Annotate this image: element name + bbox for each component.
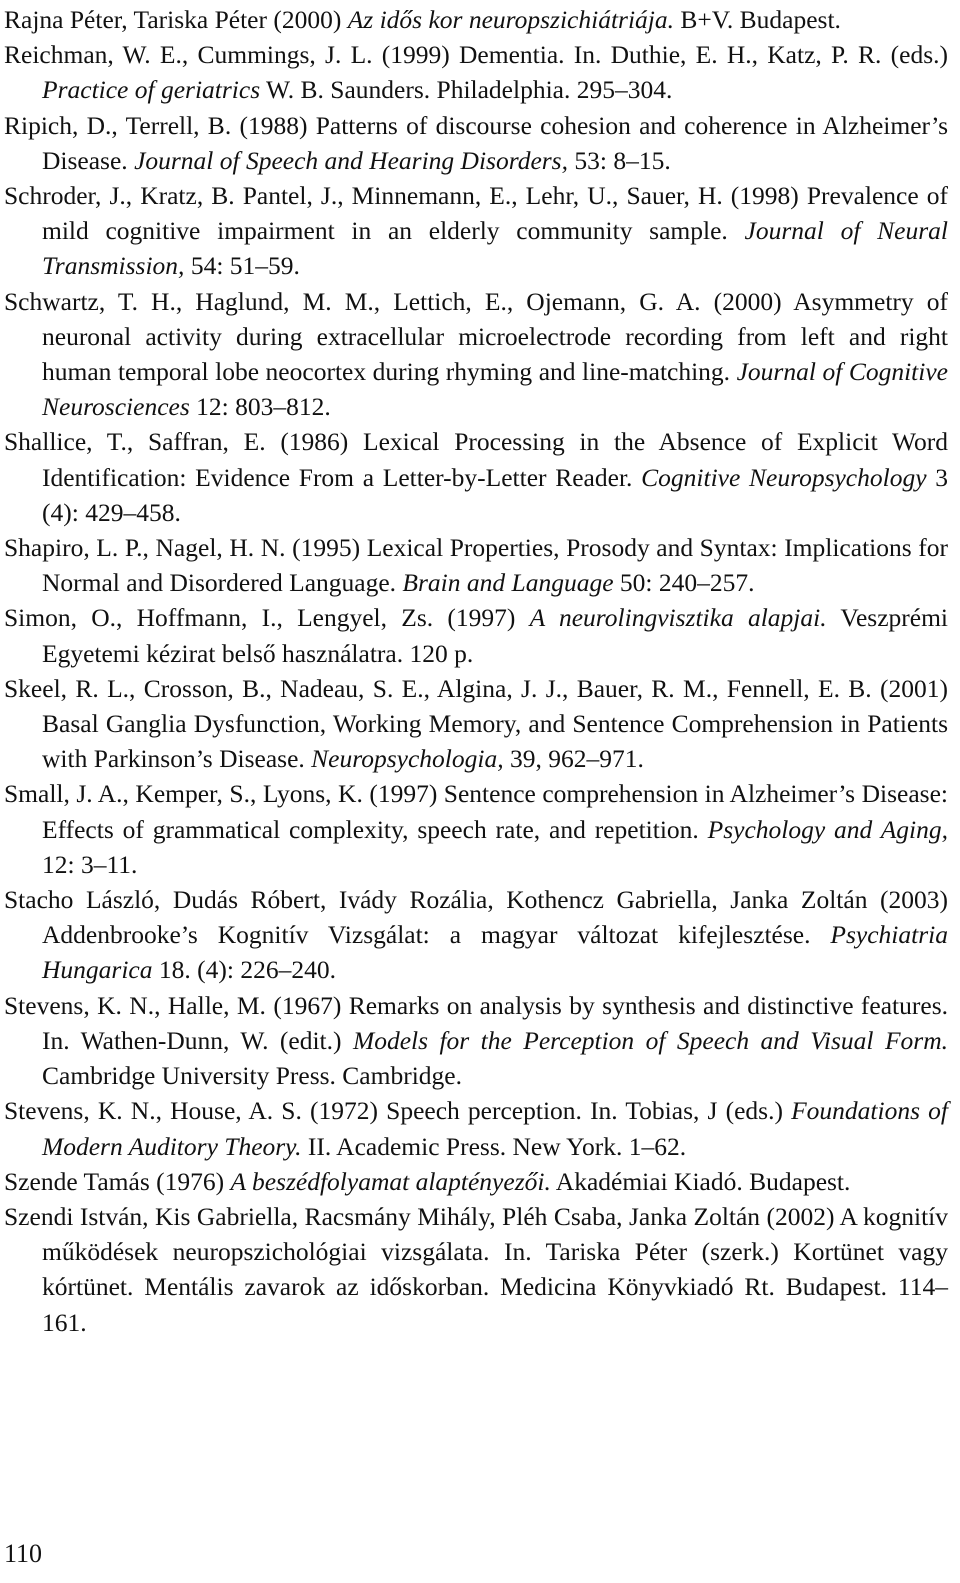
reference-entry bbox=[4, 530, 948, 600]
reference-source-title: Psychology and Aging, bbox=[707, 814, 948, 844]
reference-entry bbox=[4, 1199, 948, 1340]
reference-text: 54: 51–59. bbox=[184, 251, 300, 281]
reference-text: Shallice, T., Saffran, E. (1986) Lexical Processing in the Absence of Explicit Word Identification: Evidence From a Letter-by-Letter Reader. bbox=[4, 427, 948, 492]
reference-text: Schroder, J., Kratz, B. Pantel, J., Minnemann, E., Lehr, U., Sauer, H. (1998) Prevalence of mild cognitive impairment in an elderly community sample. bbox=[4, 181, 948, 246]
reference-text: Veszprémi Egyetemi kézirat belső használatra. 120 p. bbox=[42, 603, 948, 668]
reference-text: 39, 962–971. bbox=[503, 744, 644, 774]
reference-list bbox=[4, 2, 948, 1340]
reference-entry bbox=[4, 37, 948, 107]
reference-text: Cambridge University Press. Cambridge. bbox=[42, 1061, 462, 1091]
reference-text: Stevens, K. N., Halle, M. (1967) Remarks on analysis by synthesis and distinctive features. In. Wathen-Dunn, W. (edit.) bbox=[4, 990, 948, 1055]
reference-source-title: Brain and Language bbox=[402, 568, 614, 598]
reference-source-title: A neurolingvisztika alapjai. bbox=[529, 603, 827, 633]
page-number: 110 bbox=[4, 1539, 43, 1568]
reference-text: Akadémiai Kiadó. Budapest. bbox=[550, 1166, 851, 1196]
reference-source-title: Az idős kor neuropszichiátriája. bbox=[347, 5, 675, 34]
reference-text: Small, J. A., Kemper, S., Lyons, K. (1997) Sentence comprehension in Alzheimer’s Disease: Effects of grammatical complexity, speech rate, and repetition. bbox=[4, 779, 948, 844]
reference-source-title: A beszédfolyamat alaptényezői. bbox=[230, 1166, 551, 1196]
reference-source-title: Practice of geriatrics bbox=[42, 75, 261, 105]
reference-entry bbox=[4, 108, 948, 178]
reference-entry bbox=[4, 284, 948, 425]
reference-text: B+V. Budapest. bbox=[674, 5, 841, 34]
reference-text: W. B. Saunders. Philadelphia. 295–304. bbox=[260, 75, 673, 105]
reference-text: 12: 803–812. bbox=[189, 392, 331, 422]
reference-text: 3 (4): 429–458. bbox=[42, 462, 949, 527]
reference-entry bbox=[4, 600, 948, 670]
reference-text: Stevens, K. N., House, A. S. (1972) Speech perception. In. Tobias, J (eds.) bbox=[4, 1096, 792, 1126]
reference-source-title: Foundations of Modern Auditory Theory. bbox=[42, 1096, 948, 1161]
reference-text: 18. (4): 226–240. bbox=[152, 955, 336, 985]
reference-entry bbox=[4, 776, 948, 882]
reference-text: Stacho László, Dudás Róbert, Ivády Rozália, Kothencz Gabriella, Janka Zoltán (2003) Addenbrooke’s Kognitív Vizsgálat: a magyar változat kifejlesztése. bbox=[4, 885, 948, 950]
reference-entry bbox=[4, 882, 948, 988]
reference-entry bbox=[4, 1093, 948, 1163]
reference-entry bbox=[4, 178, 948, 284]
reference-text: Shapiro, L. P., Nagel, H. N. (1995) Lexical Properties, Prosody and Syntax: Implications for Normal and Disordered Language. bbox=[4, 533, 948, 598]
reference-text: II. Academic Press. New York. 1–62. bbox=[301, 1131, 687, 1161]
reference-entry bbox=[4, 988, 948, 1094]
reference-text: Szende Tamás (1976) bbox=[4, 1166, 231, 1196]
reference-source-title: Neuropsychologia, bbox=[311, 744, 504, 774]
reference-source-title: Cognitive Neuropsychology bbox=[641, 462, 927, 492]
reference-text: 53: 8–15. bbox=[568, 145, 671, 175]
reference-entry bbox=[4, 2, 948, 37]
reference-source-title: Journal of Speech and Hearing Disorders, bbox=[134, 145, 568, 175]
reference-text: 50: 240–257. bbox=[613, 568, 755, 598]
reference-entry bbox=[4, 671, 948, 777]
reference-entry bbox=[4, 424, 948, 530]
reference-text: Ripich, D., Terrell, B. (1988) Patterns of discourse cohesion and coherence in Alzheimer’s Disease. bbox=[4, 110, 948, 175]
reference-entry bbox=[4, 1164, 948, 1199]
reference-text: Simon, O., Hoffmann, I., Lengyel, Zs. (1997) bbox=[4, 603, 530, 633]
reference-text: 12: 3–11. bbox=[42, 849, 138, 879]
reference-source-title: Journal of Neural Transmission, bbox=[42, 216, 948, 281]
reference-source-title: Journal of Cognitive Neurosciences bbox=[42, 357, 948, 422]
reference-text: Reichman, W. E., Cummings, J. L. (1999) Dementia. In. Duthie, E. H., Katz, P. R. (eds.) bbox=[4, 40, 948, 70]
reference-text: Szendi István, Kis Gabriella, Racsmány Mihály, Pléh Csaba, Janka Zoltán (2002) A kognitív működések neuropszichológiai vizsgálata. In. Tariska Péter (szerk.) Kortünet vagy kórtünet. Mentális zavarok az időskorban. Medicina Könyvkiadó Rt. Budapest. 114–161. bbox=[4, 1201, 948, 1337]
reference-text: Skeel, R. L., Crosson, B., Nadeau, S. E., Algina, J. J., Bauer, R. M., Fennell, E. B. (2001) Basal Ganglia Dysfunction, Working Memory, and Sentence Comprehension in Patients with Parkinson’s Disease. bbox=[4, 673, 948, 774]
reference-source-title: Models for the Perception of Speech and Visual Form. bbox=[352, 1025, 948, 1055]
reference-text: Schwartz, T. H., Haglund, M. M., Lettich, E., Ojemann, G. A. (2000) Asymmetry of neuronal activity during extracellular microelectrode recording from left and right human temporal lobe neocortex during rhyming and line-matching. bbox=[4, 286, 948, 387]
reference-source-title: Psychiatria Hungarica bbox=[42, 920, 948, 985]
reference-text: Rajna Péter, Tariska Péter (2000) bbox=[4, 5, 348, 34]
